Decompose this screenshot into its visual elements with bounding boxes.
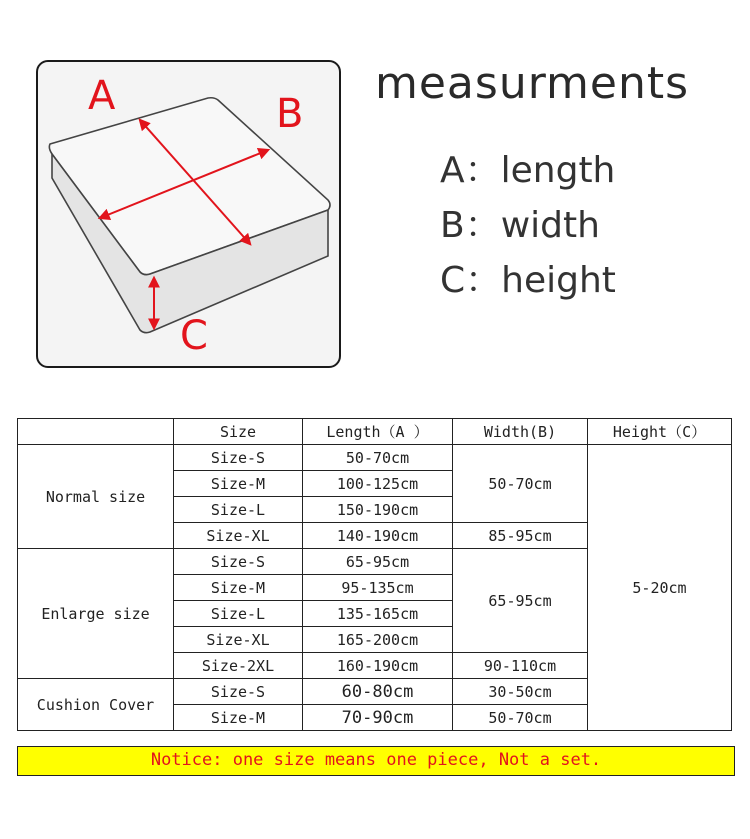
length-cell: 70-90cm (303, 705, 453, 731)
size-table (17, 418, 732, 731)
header-length: Length（A ） (303, 419, 453, 445)
header-width: Width(B) (453, 419, 588, 445)
group-enlarge: Enlarge size (18, 549, 174, 679)
width-cell: 85-95cm (453, 523, 588, 549)
width-cell: 30-50cm (453, 679, 588, 705)
size-cell: Size-XL (174, 627, 303, 653)
width-cell: 90-110cm (453, 653, 588, 679)
cushion-diagram (36, 60, 341, 368)
length-cell: 135-165cm (303, 601, 453, 627)
width-cell: 65-95cm (453, 549, 588, 653)
length-cell: 140-190cm (303, 523, 453, 549)
length-cell: 95-135cm (303, 575, 453, 601)
label-c: C (180, 313, 208, 359)
size-cell: Size-M (174, 575, 303, 601)
length-cell: 50-70cm (303, 445, 453, 471)
length-cell: 65-95cm (303, 549, 453, 575)
size-cell: Size-L (174, 497, 303, 523)
length-cell: 150-190cm (303, 497, 453, 523)
size-cell: Size-2XL (174, 653, 303, 679)
measurement-a: A：length (440, 150, 616, 191)
header-blank (18, 419, 174, 445)
measurement-b: B：width (440, 205, 600, 246)
measurement-c: C：height (440, 260, 616, 301)
label-b: B (276, 91, 304, 137)
table-header-row (18, 419, 732, 445)
size-cell: Size-S (174, 679, 303, 705)
size-cell: Size-S (174, 549, 303, 575)
size-cell: Size-S (174, 445, 303, 471)
length-cell: 100-125cm (303, 471, 453, 497)
label-a: A (88, 73, 116, 119)
length-cell: 165-200cm (303, 627, 453, 653)
header-size: Size (174, 419, 303, 445)
size-cell: Size-XL (174, 523, 303, 549)
group-normal: Normal size (18, 445, 174, 549)
width-cell: 50-70cm (453, 705, 588, 731)
group-cushion: Cushion Cover (18, 679, 174, 731)
header-height: Height（C） (588, 419, 732, 445)
height-cell: 5-20cm (588, 445, 732, 731)
size-cell: Size-L (174, 601, 303, 627)
table-row (18, 445, 732, 471)
size-cell: Size-M (174, 705, 303, 731)
notice-banner: Notice: one size means one piece, Not a set. (17, 746, 735, 776)
measurements-title: measurments (375, 58, 690, 109)
length-cell: 60-80cm (303, 679, 453, 705)
length-cell: 160-190cm (303, 653, 453, 679)
width-cell: 50-70cm (453, 445, 588, 523)
size-cell: Size-M (174, 471, 303, 497)
